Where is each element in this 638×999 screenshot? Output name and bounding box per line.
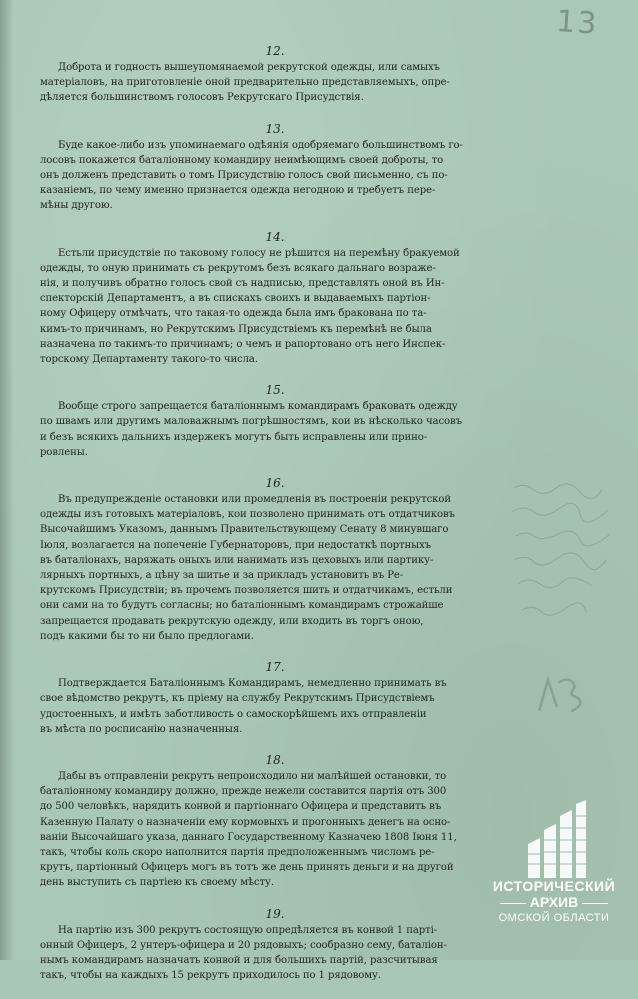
text-line: нымъ командирамъ назначать конвой и для большихъ партiй, разсчитывая <box>40 954 438 966</box>
text-line: свое вѣдомство рекрутъ, къ прiему на службу Рекрутскимъ Присудствiемъ <box>40 693 435 705</box>
section-19 <box>40 907 510 984</box>
section-13 <box>40 122 510 214</box>
text-line: по швамъ или другимъ маловажнымъ погрѣшностямъ, кои въ нѣсколько часовъ <box>40 416 462 428</box>
text-line: ванiи Высочайшаго указа, даннаго Государственному Казначею 1808 Iюня 11, <box>40 831 457 843</box>
text-line: Доброта и годность вышеупомянаемой рекрутской одежды, или самыхъ <box>58 62 440 73</box>
text-line: запрещается продавать рекрутскую одежду, или входить въ торгъ оною, <box>40 615 424 627</box>
text-line: подъ какими бы то ни было предлогами. <box>40 630 254 642</box>
text-line: баталiонному командиру должно, прежде нежели составится партiя отъ 300 <box>40 786 447 798</box>
text-line: ному Офицеру отмѣчать, что такая-то одежда была имъ бракована по та- <box>40 308 427 320</box>
section-number: 13. <box>265 121 285 136</box>
archive-watermark <box>470 800 638 960</box>
section-16 <box>40 476 510 644</box>
watermark-subtitle-row <box>470 894 638 910</box>
text-line: ровлены. <box>40 446 88 458</box>
text-line: удостоенныхъ, и имѣть заботливость о самоскорѣйшемъ ихъ отправленiи <box>40 708 427 720</box>
watermark-dash <box>582 903 608 904</box>
text-line: онъ долженъ представить о томъ Присудствiю голосъ свой письменно, съ по- <box>40 170 448 182</box>
text-line: На партiю изъ 300 рекрутъ состоящую опредѣляется въ конвой 1 партi- <box>58 924 438 936</box>
text-line: крутъ, партiонный Офицеръ могъ въ тотъ же день принять деньги и на другой <box>40 862 454 874</box>
text-line: дѣляется большинствомъ голосовъ Рекрутскаго Присудствiя. <box>40 92 364 104</box>
text-line: онный Офицеръ, 2 унтеръ-офицера и 20 рядовыхъ; сообразно сему, баталiон- <box>40 939 447 951</box>
section-text <box>40 769 510 891</box>
text-line: Iюля, возлагается на попеченiе Губернаторовъ, при недостаткѣ портныхъ <box>40 539 431 551</box>
watermark-dash <box>500 903 526 904</box>
text-line: одежды, то оную принимать съ рекрутомъ безъ всякаго дальнаго возраже- <box>40 262 436 274</box>
text-line: нiя, и получивъ обратно голосъ свой съ надписью, представлять оной въ Ин- <box>40 278 445 290</box>
text-line: кимъ-то причинамъ, но Рекрутскимъ Присудствiемъ къ перемѣнѣ не была <box>40 323 432 335</box>
watermark-subtitle: АРХИВ <box>529 894 579 910</box>
text-line: до 500 человѣкъ, нарядить конвой и партiоннаго Офицера и представить въ <box>40 801 442 813</box>
text-line: и безъ всякихъ дальнихъ издержекъ могутъ быть исправлены или прино- <box>40 431 428 443</box>
handwritten-mark-glyph <box>531 669 595 719</box>
text-line: Дабы въ отправленiи рекрутъ непроисходило ни малѣйшей остановки, то <box>58 770 447 782</box>
text-line: они сами на то будутъ согласны; но баталiоннымъ командирамъ строжайше <box>40 600 444 612</box>
section-number: 17. <box>265 660 285 675</box>
section-number: 15. <box>265 383 285 398</box>
section-text <box>40 923 510 984</box>
text-line: мѣны другою. <box>40 200 113 212</box>
text-line: Подтверждается Баталiоннымъ Командирамъ, немедленно принимать въ <box>58 678 447 690</box>
text-line: матерiаловъ, на приготовленiе оной предварительно представляемыхъ, опре- <box>40 77 450 89</box>
text-line: Буде какое-либо изъ упоминаемаго одѣянiя одобряемаго большинствомъ го- <box>58 139 463 151</box>
text-line: казанiемъ, по чему именно признается одежда негодною и требуетъ пере- <box>40 185 436 197</box>
text-line: въ мѣста по росписанiю назначенныя. <box>40 723 243 735</box>
text-line: крутскомъ Присудствiи; въ прочемъ позволяется шить и отдатчикамъ, естьли <box>40 585 453 597</box>
section-15 <box>40 383 510 460</box>
section-text <box>40 399 510 460</box>
section-number: 14. <box>265 229 285 244</box>
section-text <box>40 138 510 214</box>
text-line: одежды изъ готовыхъ матерiаловъ, кои позволено принимать отъ отдатчиковъ <box>40 509 455 521</box>
section-number: 18. <box>265 752 285 767</box>
text-line: Естьли присудствiе по таковому голосу не рѣшится на перемѣну бракуемой <box>58 247 460 259</box>
watermark-title: ИСТОРИЧЕСКИЙ <box>492 878 616 894</box>
handwritten-mark <box>531 669 596 728</box>
page-edge-shadow <box>0 0 14 960</box>
text-line: такъ, чтобы на каждыхъ 15 рекрутъ приходилось по 1 рядовому. <box>40 970 381 982</box>
section-number: 12. <box>265 44 285 58</box>
section-text <box>40 492 510 644</box>
section-text <box>40 246 510 368</box>
text-line: Въ предупрежденiе остановки или промедленiя въ построенiи рекрутской <box>58 494 451 506</box>
handwritten-marginalia <box>508 468 636 638</box>
section-text <box>40 60 510 106</box>
section-number: 19. <box>265 906 285 921</box>
text-line: въ баталiонахъ, наряжать оныхъ или нанимать изъ цеховыхъ или партику- <box>40 554 434 566</box>
section-17 <box>40 660 510 737</box>
section-14 <box>40 230 510 368</box>
text-line: Вообще строго запрещается баталiоннымъ командирамъ браковать одежду <box>58 401 458 413</box>
section-number: 16. <box>265 476 285 491</box>
text-line: спекторскiй Департаментъ, а въ спискахъ своихъ и выдаваемыхъ партiон- <box>40 293 431 305</box>
text-line: такъ, чтобы коль скоро наполнится партiя предположеннымъ числомъ ре- <box>40 846 435 858</box>
text-line: назначена по такимъ-то причинамъ; о чемъ и рапортовано отъ него Инспек- <box>40 338 446 350</box>
text-column <box>40 44 510 999</box>
text-line: Высочайшимъ Указомъ, даннымъ Правительствующему Сенату 8 минувшаго <box>40 524 449 536</box>
section-12 <box>40 44 510 106</box>
text-line: Казенную Палату о назначенiи ему кормовыхъ и прогонныхъ денегъ на осно- <box>40 816 451 828</box>
folio-number: 13 <box>555 3 600 42</box>
archive-logo-icon <box>520 800 592 880</box>
section-text <box>40 676 510 737</box>
section-18 <box>40 753 510 891</box>
watermark-region: ОМСКОЙ ОБЛАСТИ <box>498 912 610 924</box>
text-line: лярныхъ портныхъ, а цѣну за шитье и за прикладъ установить въ Ре- <box>40 570 404 582</box>
text-line: лосовъ покажется баталiонному командиру неимѣющимъ своей доброты, то <box>40 154 444 166</box>
text-line: день выступить съ партiею къ своему мѣсту. <box>40 877 274 889</box>
text-line: торскому Департаменту такого-то числа. <box>40 354 258 366</box>
